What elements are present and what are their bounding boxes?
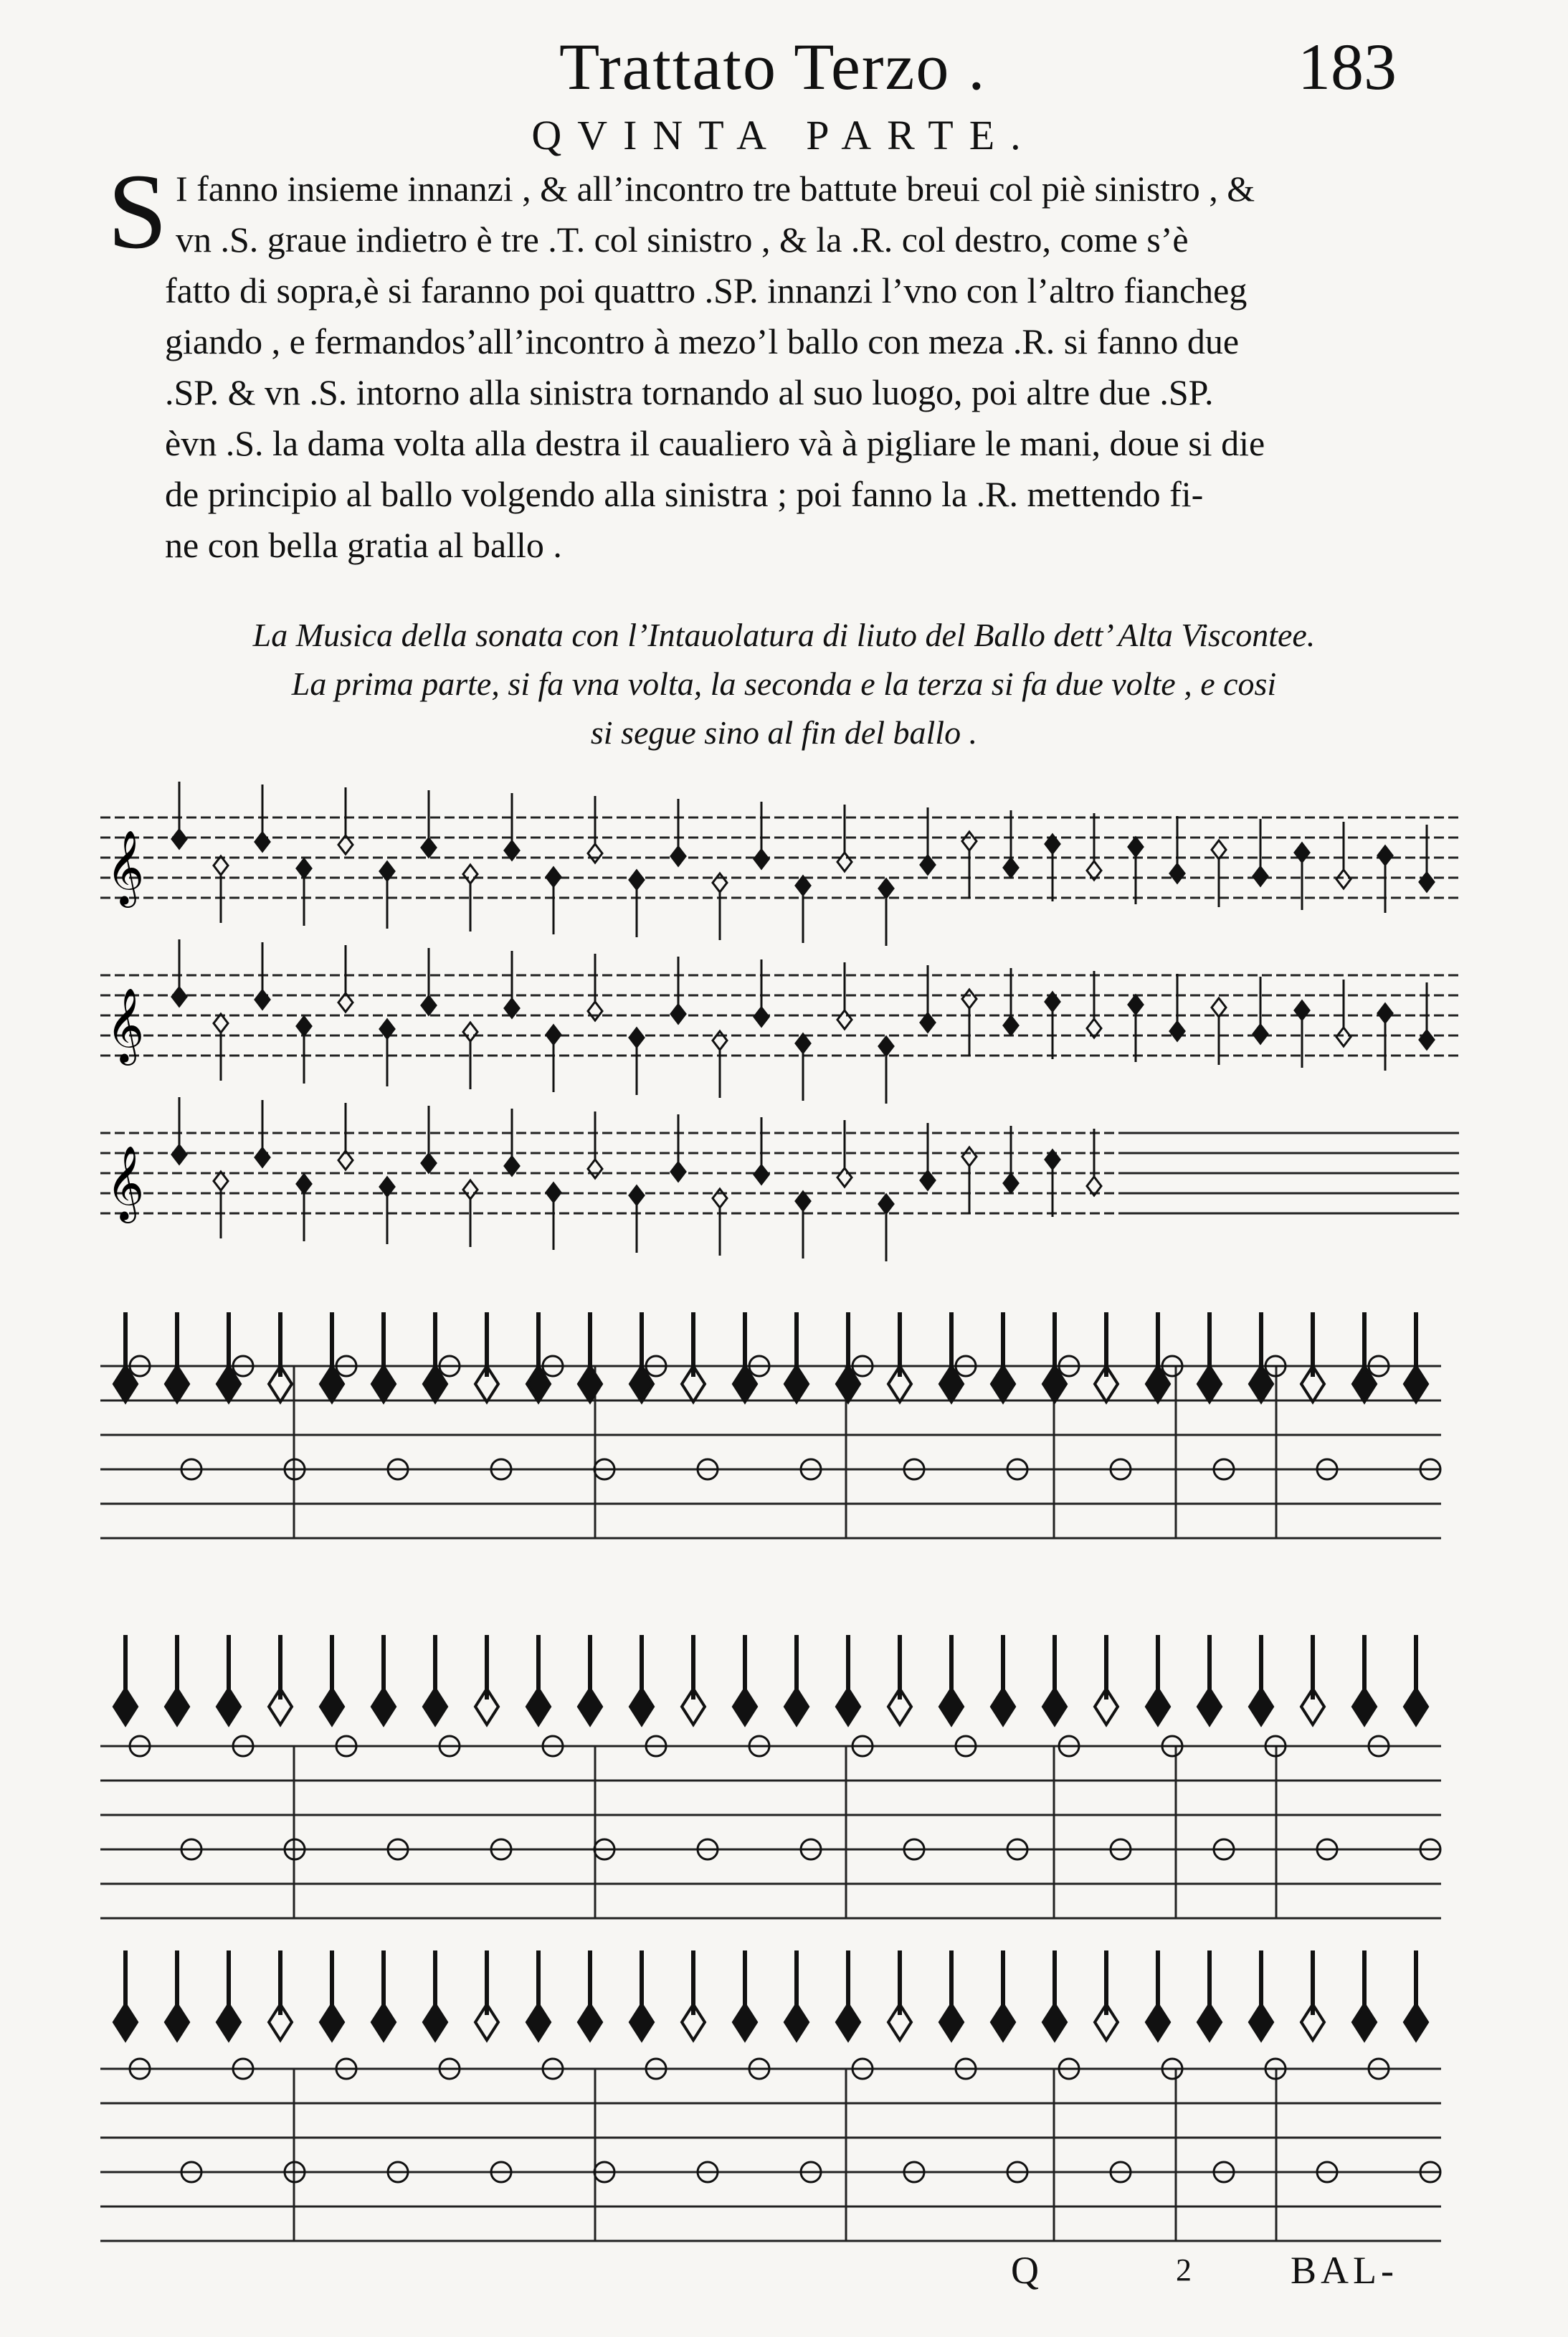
note-head	[214, 1014, 228, 1033]
rhythm-flag	[166, 1689, 189, 1725]
note-head	[1420, 873, 1434, 891]
note-head	[172, 830, 186, 848]
rhythm-flag	[527, 1689, 550, 1725]
rhythm-flag	[992, 2004, 1015, 2040]
note-head	[629, 871, 644, 889]
note-head	[1129, 995, 1143, 1014]
rhythm-flag	[1146, 2004, 1169, 2040]
rhythm-flag	[837, 1689, 860, 1725]
rhythm-flag	[733, 2004, 756, 2040]
rhythm-flag	[372, 1689, 395, 1725]
rhythm-flag	[940, 1366, 963, 1402]
body-line: èvn .S. la dama volta alla destra il caualiero và à pigliare le mani, doue si die	[165, 423, 1265, 463]
note-head	[671, 1005, 685, 1023]
rhythm-flag	[114, 2004, 137, 2040]
rhythm-flag	[630, 1689, 653, 1725]
rhythm-flag	[320, 1689, 343, 1725]
music-notation-figure	[0, 774, 1568, 2252]
caption-line: La prima parte, si fa vna volta, la seconda e la terza si fa due volte , e cosi	[291, 665, 1277, 702]
rhythm-flag	[1043, 1689, 1066, 1725]
section-title: QVINTA PARTE.	[531, 112, 1037, 158]
rhythm-flag	[579, 1689, 602, 1725]
note-head	[629, 1028, 644, 1047]
note-head	[1004, 858, 1018, 877]
caption-line: La Musica della sonata con l’Intauolatura di liuto del Ballo dett’ Alta Viscontee.	[252, 617, 1316, 653]
rhythm-flag	[1250, 1366, 1273, 1402]
note-head	[879, 1037, 893, 1056]
rhythm-flag	[785, 1689, 808, 1725]
rhythm-flag	[1043, 1366, 1066, 1402]
note-head	[214, 1172, 228, 1190]
rhythm-flag	[630, 1366, 653, 1402]
note-head	[463, 1180, 477, 1199]
rhythm-flag	[1198, 1689, 1221, 1725]
rhythm-flag	[837, 1366, 860, 1402]
clef-sign: 𝄞	[106, 987, 145, 1063]
body-paragraph	[165, 265, 1484, 571]
note-head	[962, 990, 977, 1008]
running-title: Trattato Terzo .	[559, 30, 987, 103]
rhythm-flag	[424, 2004, 447, 2040]
note-head	[1212, 998, 1226, 1017]
note-head	[754, 1008, 769, 1026]
note-head	[796, 1192, 810, 1210]
note-head	[1336, 870, 1351, 888]
rhythm-flag	[1353, 1366, 1376, 1402]
rhythm-flag	[1250, 1689, 1273, 1725]
clef-sign: 𝄞	[106, 1145, 145, 1220]
note-head	[837, 853, 852, 871]
rhythm-flag	[733, 1366, 756, 1402]
note-head	[754, 850, 769, 868]
note-head	[588, 844, 602, 863]
note-head	[879, 1195, 893, 1213]
rhythm-flag	[424, 1689, 447, 1725]
rhythm-flag	[1146, 1366, 1169, 1402]
note-head	[172, 1145, 186, 1164]
note-head	[796, 1034, 810, 1053]
note-head	[255, 990, 270, 1009]
note-head	[629, 1186, 644, 1205]
note-head	[1295, 843, 1309, 862]
note-head	[1129, 838, 1143, 856]
rhythm-flag	[733, 1689, 756, 1725]
note-head	[1378, 846, 1392, 865]
note-head	[713, 1031, 727, 1050]
note-head	[879, 879, 893, 898]
note-head	[713, 1189, 727, 1208]
note-head	[255, 1148, 270, 1167]
note-head	[1004, 1016, 1018, 1035]
note-head	[172, 987, 186, 1006]
rhythm-flag	[579, 2004, 602, 2040]
rhythm-flag	[940, 2004, 963, 2040]
note-head	[546, 1183, 561, 1202]
rhythm-flag	[579, 1366, 602, 1402]
rhythm-flag	[217, 2004, 240, 2040]
note-head	[671, 1162, 685, 1181]
rhythm-flag	[630, 2004, 653, 2040]
body-line: vn .S. graue indietro è tre .T. col sinistro , & la .R. col destro, come s’è	[176, 219, 1189, 260]
page-header	[0, 22, 1568, 122]
note-head	[671, 847, 685, 866]
rhythm-flag	[217, 1366, 240, 1402]
note-head	[754, 1165, 769, 1184]
note-head	[588, 1002, 602, 1020]
note-head	[422, 996, 436, 1015]
note-head	[1378, 1004, 1392, 1023]
note-head	[837, 1010, 852, 1029]
rhythm-flag	[992, 1689, 1015, 1725]
rhythm-flag	[1198, 2004, 1221, 2040]
rhythm-flag	[527, 2004, 550, 2040]
rhythm-flag	[320, 2004, 343, 2040]
note-head	[297, 859, 311, 878]
rhythm-flag	[1250, 2004, 1273, 2040]
drop-cap: S	[108, 152, 168, 271]
note-head	[463, 865, 477, 883]
note-head	[1253, 1025, 1268, 1043]
rhythm-flag	[1405, 1689, 1427, 1725]
note-head	[588, 1160, 602, 1178]
rhythm-flag	[166, 2004, 189, 2040]
rhythm-flag	[166, 1366, 189, 1402]
note-head	[1170, 1022, 1184, 1040]
caption-line: si segue sino al fin del ballo .	[590, 714, 978, 751]
rhythm-flag	[1198, 1366, 1221, 1402]
clef-sign: 𝄞	[106, 830, 145, 905]
note-head	[546, 868, 561, 886]
note-head	[422, 838, 436, 857]
note-head	[962, 832, 977, 850]
page-number: 183	[1298, 30, 1397, 103]
note-head	[546, 1025, 561, 1044]
rhythm-flag	[1405, 2004, 1427, 2040]
note-head	[837, 1168, 852, 1187]
note-head	[1212, 840, 1226, 859]
note-head	[1004, 1174, 1018, 1193]
note-head	[297, 1175, 311, 1193]
rhythm-flag	[837, 2004, 860, 2040]
rhythm-flag	[785, 1366, 808, 1402]
signature-mark: Q	[1011, 2249, 1039, 2292]
note-head	[297, 1017, 311, 1035]
note-head	[1170, 864, 1184, 883]
body-line: fatto di sopra,è si faranno poi quattro .SP. innanzi l’vno con l’altro fiancheg	[165, 270, 1248, 311]
rhythm-flag	[785, 2004, 808, 2040]
note-head	[713, 873, 727, 892]
rhythm-flag	[372, 2004, 395, 2040]
catchword: BAL-	[1291, 2249, 1398, 2292]
rhythm-flag	[114, 1366, 137, 1402]
rhythm-flag	[320, 1366, 343, 1402]
note-head	[422, 1154, 436, 1172]
rhythm-flag	[217, 1689, 240, 1725]
note-head	[463, 1023, 477, 1041]
signature-number: 2	[1176, 2252, 1192, 2288]
rhythm-flag	[992, 1366, 1015, 1402]
note-head	[255, 833, 270, 851]
rhythm-flag	[1353, 1689, 1376, 1725]
note-head	[1253, 867, 1268, 886]
note-head	[1420, 1030, 1434, 1049]
rhythm-flag	[372, 1366, 395, 1402]
rhythm-flag	[424, 1366, 447, 1402]
note-head	[1336, 1028, 1351, 1046]
note-head	[1295, 1001, 1309, 1020]
note-head	[796, 876, 810, 895]
rhythm-flag	[1405, 1366, 1427, 1402]
rhythm-flag	[114, 1689, 137, 1725]
body-paragraph-lead	[176, 163, 1481, 265]
body-line: .SP. & vn .S. intorno alla sinistra tornando al suo luogo, poi altre due .SP.	[165, 372, 1214, 412]
rhythm-flag	[940, 1689, 963, 1725]
rhythm-flag	[1043, 2004, 1066, 2040]
note-head	[214, 856, 228, 875]
rhythm-flag	[1353, 2004, 1376, 2040]
music-caption	[0, 611, 1568, 757]
rhythm-flag	[527, 1366, 550, 1402]
body-line: de principio al ballo volgendo alla sinistra ; poi fanno la .R. mettendo fi-	[165, 474, 1204, 514]
body-line: I fanno insieme innanzi , & all’incontro tre battute breui col piè sinistro , &	[176, 169, 1255, 209]
body-line: ne con bella gratia al ballo .	[165, 525, 562, 565]
note-head	[962, 1147, 977, 1166]
rhythm-flag	[1146, 1689, 1169, 1725]
body-line: giando , e fermandos’all’incontro à mezo’l ballo con meza .R. si fanno due	[165, 321, 1240, 361]
